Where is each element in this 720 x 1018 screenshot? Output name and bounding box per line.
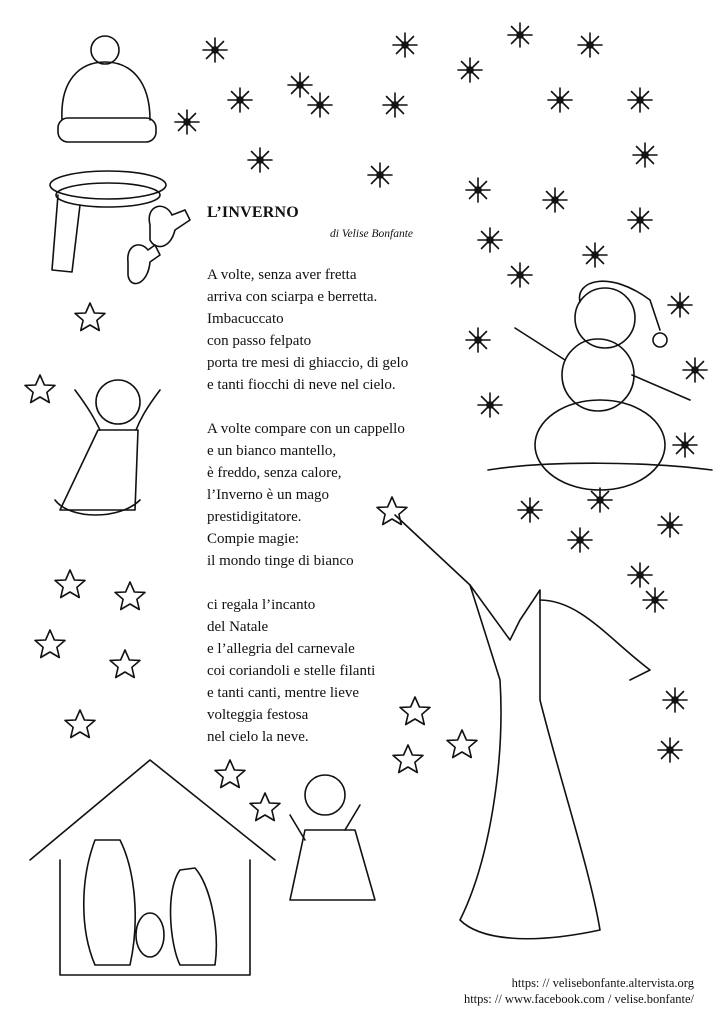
website-link[interactable]: https: // velisebonfante.altervista.org: [511, 976, 694, 990]
poem-line: A volte, senza aver fretta: [207, 267, 357, 283]
footer-links: [464, 975, 694, 1007]
poem-line: arriva con sciarpa e berretta.: [207, 289, 378, 305]
scarf-illustration: [50, 171, 166, 272]
poem-line: l’Inverno è un mago: [207, 487, 330, 503]
angel-illustration-left: [55, 380, 160, 515]
stanza-3: [207, 594, 507, 748]
snowman-illustration: [488, 281, 712, 490]
mittens-illustration: [128, 206, 190, 283]
poem-line: A volte compare con un cappello: [207, 421, 405, 437]
facebook-link[interactable]: https: // www.facebook.com / velise.bonfante/: [463, 992, 694, 1006]
poem-line: e l’allegria del carnevale: [207, 641, 355, 657]
poem-author: di Velise Bonfante: [330, 228, 414, 240]
poem-line: con passo felpato: [207, 333, 312, 349]
wool-hat-illustration: [58, 36, 156, 142]
poem-body: [207, 264, 507, 770]
poem-line: prestidigitatore.: [207, 509, 302, 525]
poem-line: e tanti fiocchi di neve nel cielo.: [207, 377, 396, 393]
angel-illustration-bottom: [290, 775, 375, 900]
poem-title: L’INVERNO: [207, 204, 299, 221]
poem-line: Imbacuccato: [207, 311, 284, 327]
poem-line: il mondo tinge di bianco: [207, 553, 354, 569]
poem-line: ci regala l’incanto: [207, 597, 316, 613]
stanza-1: [207, 264, 507, 396]
poem-line: e tanti canti, mentre lieve: [207, 685, 360, 701]
poem-line: del Natale: [207, 619, 269, 635]
stanza-2: [207, 418, 507, 572]
poem-line: è freddo, senza calore,: [207, 465, 342, 481]
poem-line: porta tre mesi di ghiaccio, di gelo: [207, 355, 409, 371]
poem-line: coi coriandoli e stelle filanti: [207, 663, 376, 679]
poem-line: volteggia festosa: [207, 707, 309, 723]
poem-line: e un bianco mantello,: [207, 443, 337, 459]
poem-line: nel cielo la neve.: [207, 729, 309, 745]
poem-line: Compie magie:: [207, 531, 300, 547]
nativity-illustration: [30, 760, 275, 975]
